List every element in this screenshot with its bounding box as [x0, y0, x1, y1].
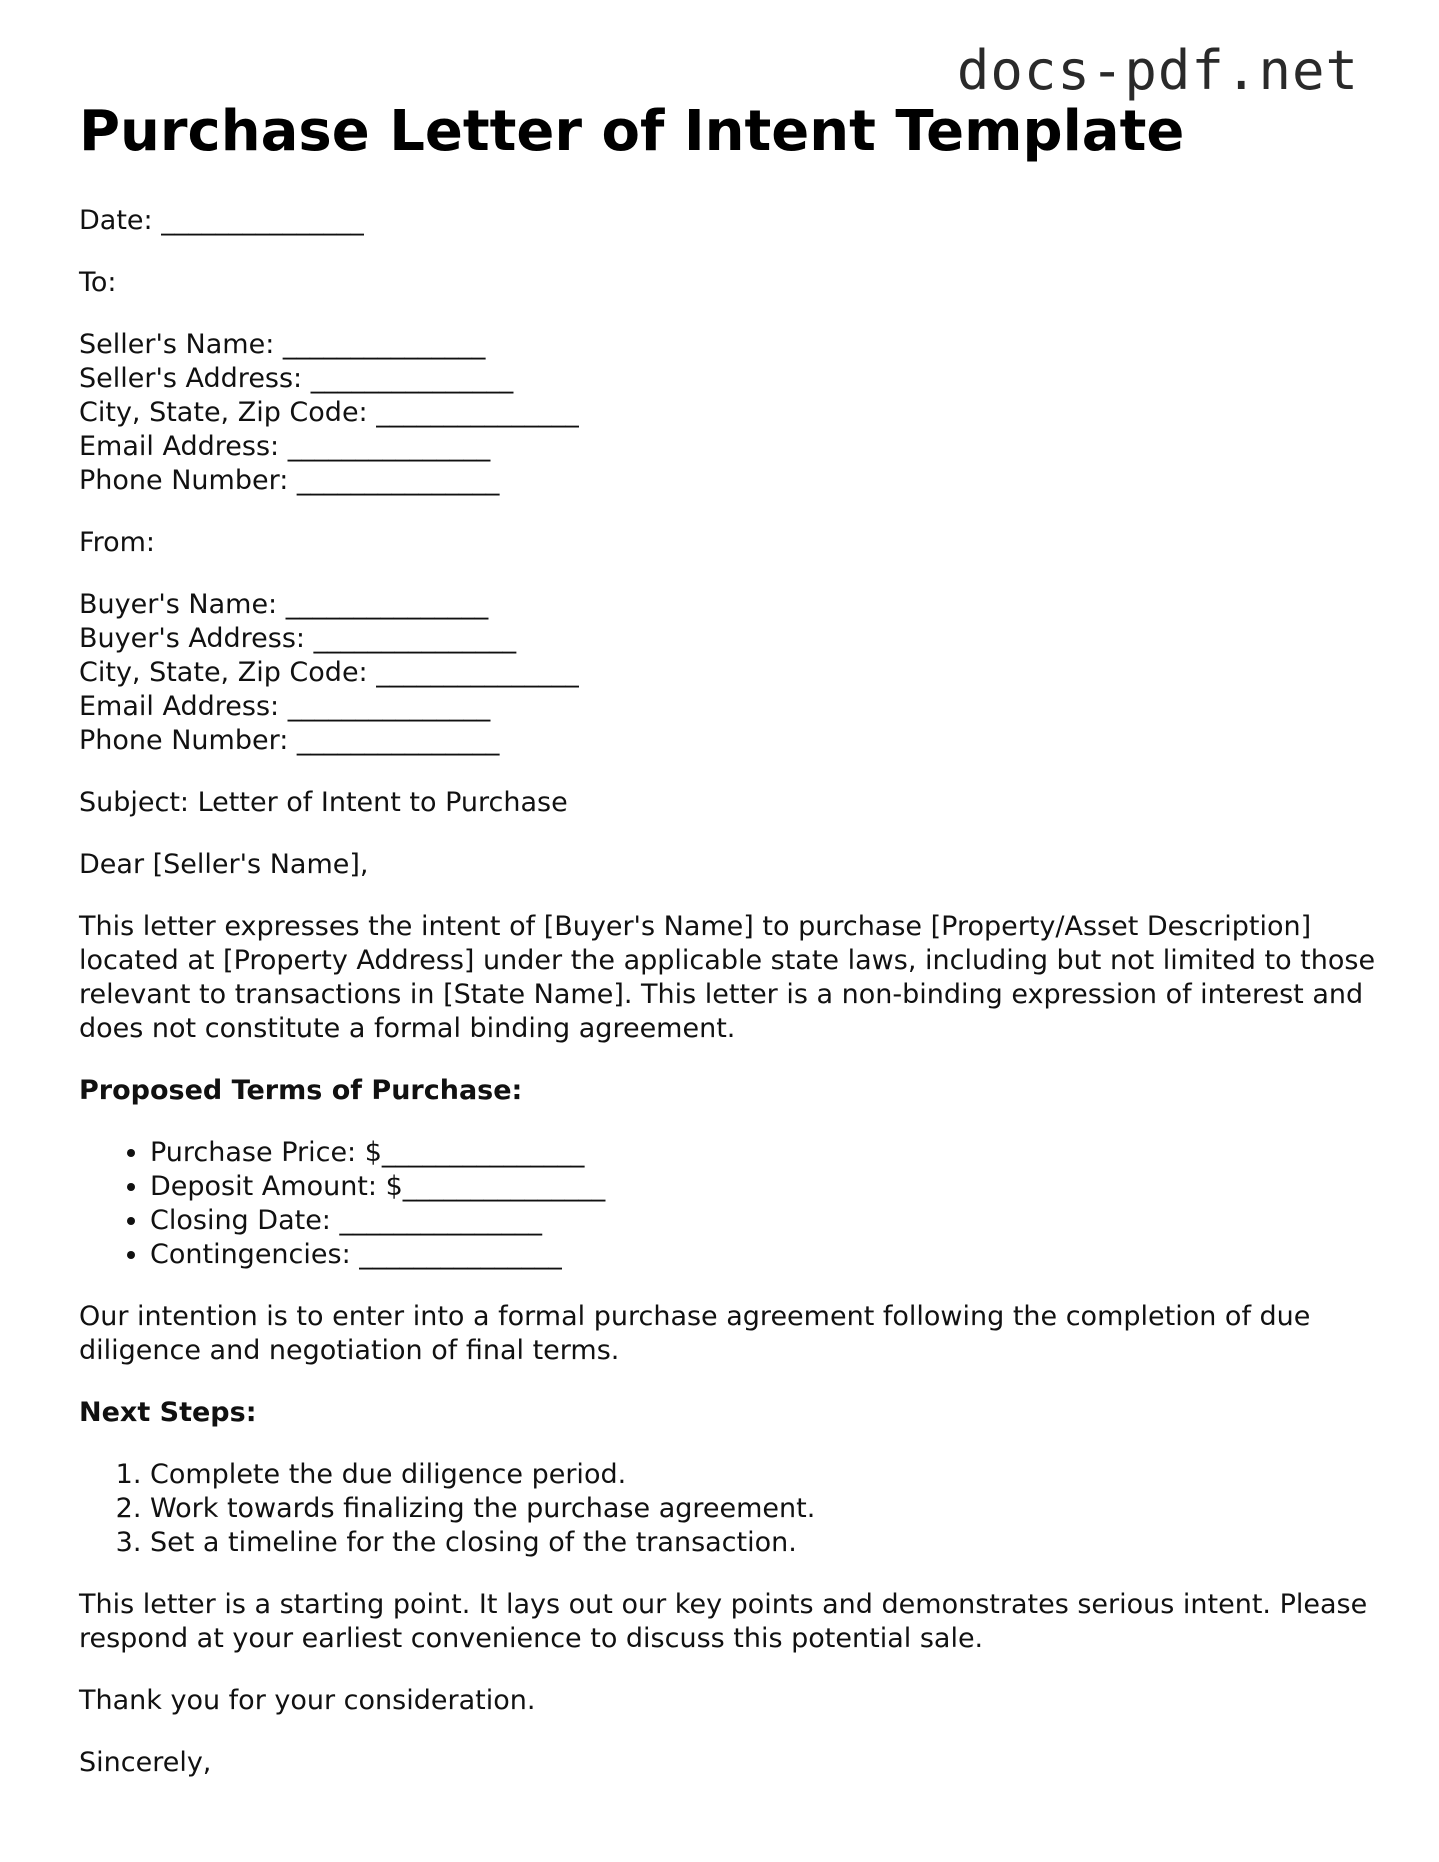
buyer-name-line: Buyer's Name: _______________	[79, 589, 489, 621]
buyer-address-line: Buyer's Address: _______________	[79, 623, 517, 655]
subject-line: Subject: Letter of Intent to Purchase	[79, 787, 568, 819]
seller-address-line: Seller's Address: _______________	[79, 363, 514, 395]
seller-info-block	[79, 328, 1379, 498]
intro-paragraph: This letter expresses the intent of [Buyer's Name] to purchase [Property/Asset Description] located at [Property Address] under the applicable state laws, including but not limited to those relevant to transactions in [State Name]. This letter is a non-binding expression of interest and does not constitute a formal binding agreement.	[79, 911, 1376, 1045]
closing-paragraph: This letter is a starting point. It lays out our key points and demonstrates serious intent. Please respond at your earliest convenience to discuss this potential sale.	[79, 1589, 1368, 1655]
from-label: From:	[79, 527, 155, 559]
watermark: docs-pdf.net	[956, 39, 1359, 102]
list-item-purchase-price: • Purchase Price: $_______________	[150, 1136, 1379, 1170]
terms-list	[79, 1136, 1379, 1272]
signoff-line: Sincerely,	[79, 1747, 212, 1779]
list-item-step-2: 2. Work towards finalizing the purchase agreement.	[150, 1492, 1379, 1526]
buyer-city-line: City, State, Zip Code: _______________	[79, 657, 579, 689]
intention-paragraph: Our intention is to enter into a formal purchase agreement following the completion of due diligence and negotiation of final terms.	[79, 1301, 1311, 1367]
list-item-step-3: 3. Set a timeline for the closing of the transaction.	[150, 1526, 1379, 1560]
buyer-email-line: Email Address: _______________	[79, 691, 491, 723]
list-item-contingencies: • Contingencies: _______________	[150, 1238, 1379, 1272]
steps-heading: Next Steps:	[79, 1397, 257, 1429]
list-item-closing-date: • Closing Date: _______________	[150, 1204, 1379, 1238]
steps-list	[79, 1458, 1379, 1560]
list-item-deposit-amount: • Deposit Amount: $_______________	[150, 1170, 1379, 1204]
buyer-info-block	[79, 588, 1379, 758]
document-title: Purchase Letter of Intent Template	[79, 99, 1185, 164]
to-label: To:	[79, 267, 117, 299]
document-page	[79, 100, 1379, 1808]
list-item-step-1: 1. Complete the due diligence period.	[150, 1458, 1379, 1492]
seller-phone-line: Phone Number: _______________	[79, 465, 500, 497]
seller-name-line: Seller's Name: _______________	[79, 329, 486, 361]
seller-city-line: City, State, Zip Code: _______________	[79, 397, 579, 429]
terms-heading: Proposed Terms of Purchase:	[79, 1075, 523, 1107]
buyer-phone-line: Phone Number: _______________	[79, 725, 500, 757]
thanks-line: Thank you for your consideration.	[79, 1685, 536, 1717]
date-line: Date: _______________	[79, 205, 364, 237]
salutation: Dear [Seller's Name],	[79, 849, 369, 881]
seller-email-line: Email Address: _______________	[79, 431, 491, 463]
